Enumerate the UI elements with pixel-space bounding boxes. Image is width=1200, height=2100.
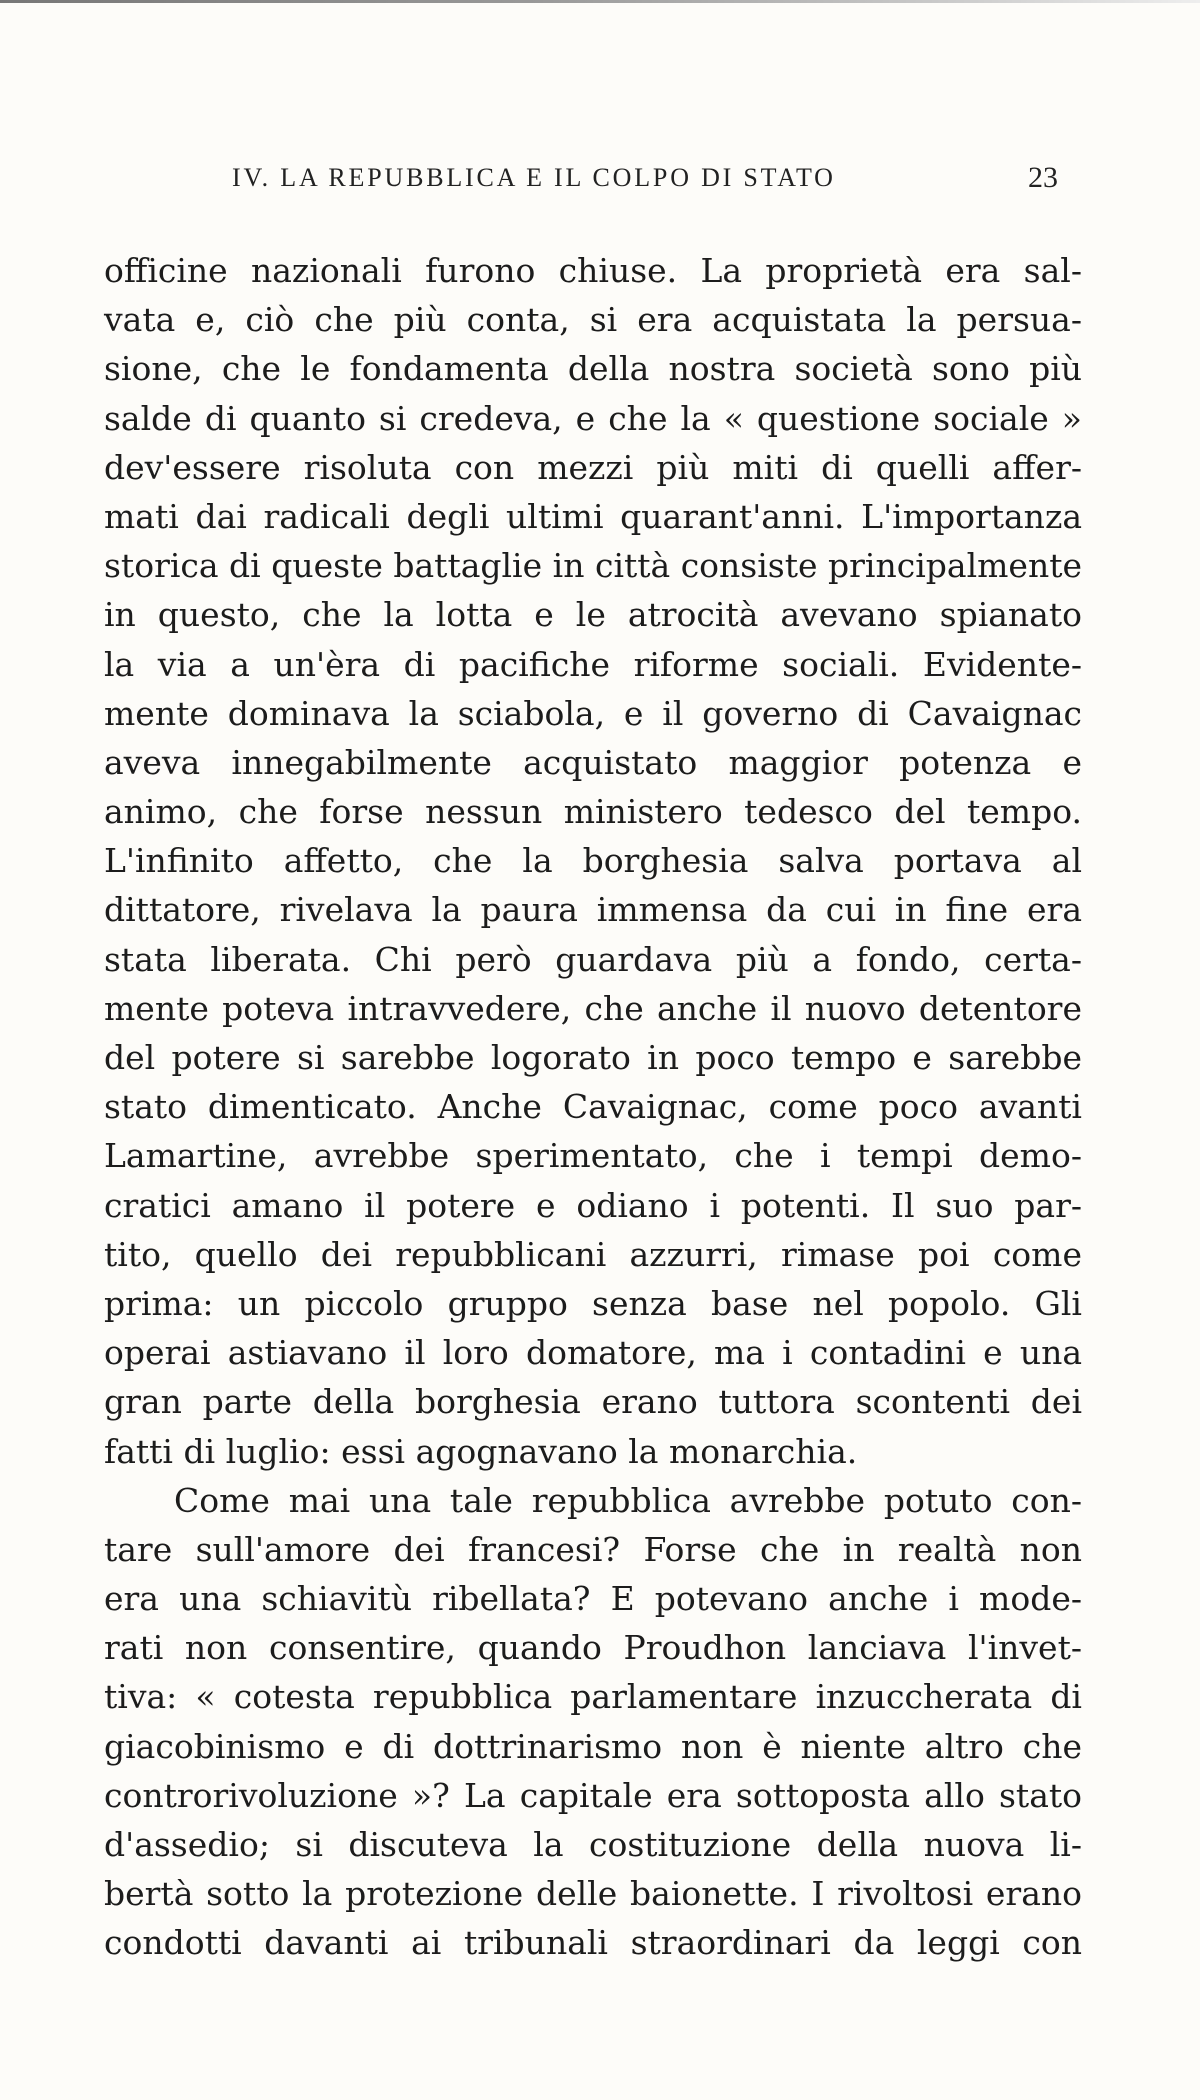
text-line: giacobinismo e di dottrinarismo non è niente altro che [104,1726,1082,1766]
text-line: mati dai radicali degli ultimi quarant'anni. L'importanza [104,496,1082,536]
body-text [104,246,1082,1968]
text-line: aveva innegabilmente acquistato maggior potenza e [104,742,1082,782]
text-line: Lamartine, avrebbe sperimentato, che i tempi demo- [104,1136,1082,1176]
running-title: IV. LA REPUBBLICA E IL COLPO DI STATO [232,163,836,192]
text-line: stata liberata. Chi però guardava più a fondo, certa- [104,939,1082,979]
text-line: tito, quello dei repubblicani azzurri, rimase poi come [104,1234,1082,1274]
text-line: del potere si sarebbe logorato in poco tempo e sarebbe [104,1038,1082,1077]
paragraph-end-line: fatti di luglio: essi agognavano la monarchia. [104,1431,858,1471]
text-line: d'assedio; si discuteva la costituzione della nuova li- [104,1825,1082,1864]
text-line: dev'essere risoluta con mezzi più miti di quelli affer- [104,447,1082,487]
text-line: rati non consentire, quando Proudhon lanciava l'invet- [104,1628,1082,1668]
text-line: era una schiavitù ribellata? E potevano anche i mode- [104,1579,1082,1619]
paragraph-first-line: Come mai una tale repubblica avrebbe potuto con- [174,1480,1082,1520]
text-line: vata e, ciò che più conta, si era acquistata la persua- [104,300,1082,340]
text-line: bertà sotto la protezione delle baionette. I rivoltosi erano [104,1874,1082,1914]
text-line: la via a un'èra di pacifiche riforme sociali. Evidente- [104,644,1082,684]
text-line: mente dominava la sciabola, e il governo di Cavaignac [104,693,1082,733]
text-line: operai astiavano il loro domatore, ma i contadini e una [104,1333,1082,1373]
text-line: tiva: « cotesta repubblica parlamentare inzuccherata di [104,1677,1082,1717]
text-line: sione, che le fondamenta della nostra società sono più [104,349,1082,389]
running-header [0,163,1200,203]
text-line: animo, che forse nessun ministero tedesco del tempo. [104,792,1082,832]
text-line: controrivoluzione »? La capitale era sottoposta allo stato [104,1775,1082,1815]
page-number: 23 [1028,161,1058,194]
text-line: cratici amano il potere e odiano i potenti. Il suo par- [104,1185,1082,1225]
text-line: gran parte della borghesia erano tuttora scontenti dei [104,1382,1082,1422]
text-line: storica di queste battaglie in città consiste principalmente [104,546,1082,586]
text-line: mente poteva intravvedere, che anche il nuovo detentore [104,988,1082,1028]
text-line: dittatore, rivelava la paura immensa da cui in fine era [104,890,1082,930]
page-top-edge [0,0,1200,3]
text-line: condotti davanti ai tribunali straordinari da leggi con [104,1923,1082,1963]
text-line: salde di quanto si credeva, e che la « questione sociale » [104,398,1082,438]
text-line: officine nazionali furono chiuse. La proprietà era sal- [104,251,1082,290]
text-line: in questo, che la lotta e le atrocità avevano spianato [104,595,1082,635]
text-line: tare sull'amore dei francesi? Forse che in realtà non [104,1529,1082,1569]
text-line: L'infinito affetto, che la borghesia salva portava al [104,841,1082,881]
text-line: prima: un piccolo gruppo senza base nel popolo. Gli [104,1283,1082,1323]
text-line: stato dimenticato. Anche Cavaignac, come poco avanti [104,1087,1082,1127]
